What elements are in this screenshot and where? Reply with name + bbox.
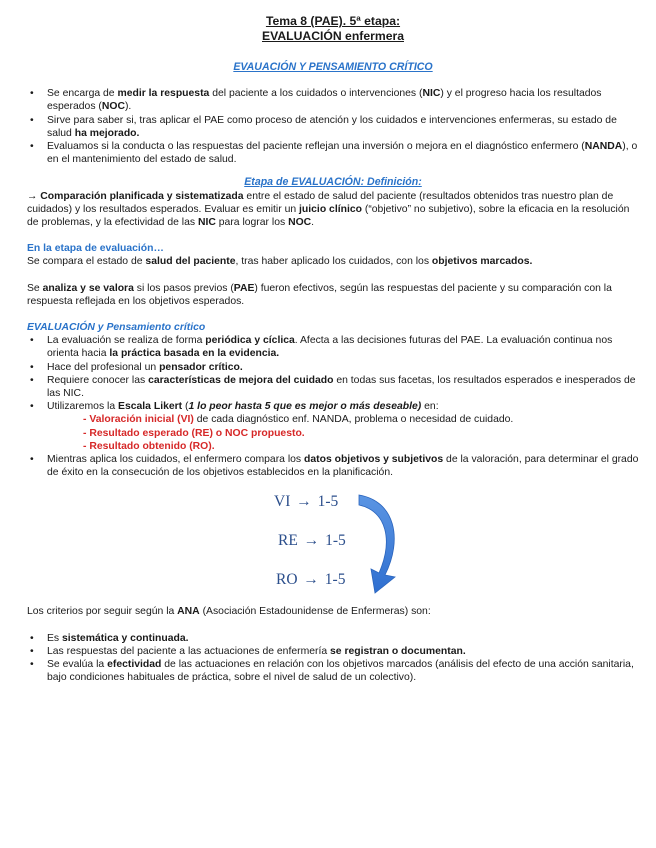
ana-criteria-list — [27, 632, 639, 685]
diagram-row-re: RE → 1-5 — [278, 532, 346, 550]
list-item: • La evaluación se realiza de forma periódica y cíclica. Afecta a las decisiones futuras del PAE. La evaluación continua nos orienta hacia la práctica basada en la evidencia. — [27, 334, 639, 360]
list-item: • Se encarga de medir la respuesta del paciente a los cuidados o intervenciones (NIC) y el progreso hacia los resultados esperados (NOC). — [27, 87, 639, 113]
section-heading-evaluacion-pensamiento: EVAUACIÓN Y PENSAMIENTO CRÍTICO — [233, 61, 433, 73]
ana-criteria-intro: Los criterios por seguir según la ANA (Asociación Estadounidense de Enfermeras) son: — [27, 606, 431, 618]
section1-bullet-list — [27, 87, 639, 166]
likert-item-re: - Resultado esperado (RE) o NOC propuesto. — [83, 427, 305, 439]
likert-item-ro: - Resultado obtenido (RO). — [83, 440, 215, 452]
list-item: • Requiere conocer las características de mejora del cuidado en todas sus facetas, los resultados esperados e inesperados de las NIC. — [27, 374, 639, 400]
section-heading-pensamiento-critico: EVALUACIÓN y Pensamiento crítico — [27, 322, 206, 334]
list-item: • Mientras aplica los cuidados, el enfermero compara los datos objetivos y subjetivos de la valoración, para determinar el grado de éxito en la consecución de los objetivos establecidos en la planificación. — [27, 453, 639, 479]
list-item: • Sirve para saber si, tras aplicar el PAE como proceso de atención y los cuidados e intervenciones enfermeras, su estado de salud ha mejorado. — [27, 114, 639, 140]
diagram-row-vi: VI → 1-5 — [274, 493, 339, 511]
section4-bullet-list — [27, 334, 639, 479]
section-heading-etapa-evaluacion: En la etapa de evaluación… — [27, 243, 164, 255]
document-subtitle: EVALUACIÓN enfermera — [262, 29, 404, 43]
analysis-paragraph: Se analiza y se valora si los pasos previos (PAE) fueron efectivos, según las respuestas del paciente y su comparación con la respuesta reflejada en los objetivos esperados. — [27, 282, 612, 307]
list-item: • Utilizaremos la Escala Likert (1 lo peor hasta 5 que es mejor o más deseable) en: - Valoración inicial (VI) de cada diagnóstico enf. NANDA, problema o necesidad de cuidado. - Resultado esperado (RE) o NOC propuesto. - Resultado obtenido (RO). — [27, 400, 639, 453]
definition-paragraph: → Comparación planificada y sistematizada entre el estado de salud del paciente (resultados obtenidos tras nuestro plan de cuidados) y los resultados esperados. Evaluar es emitir un juicio clínico (“objetivo” no subjetivo), sobre la eficacia en la resolución de problemas, y la efectividad de las NIC para lograr los NOC. — [27, 190, 630, 229]
diagram-row-ro: RO → 1-5 — [276, 571, 346, 589]
list-item: • Se evalúa la efectividad de las actuaciones en relación con los objetivos marcados (análisis del efecto de una acción sanitaria, bajo condiciones habituales de práctica, sobre el nivel de salud de un colectivo). — [27, 658, 639, 684]
likert-cycle-diagram — [27, 489, 639, 597]
list-item: • Las respuestas del paciente a las actuaciones de enfermería se registran o documentan. — [27, 645, 639, 658]
likert-item-vi: - Valoración inicial (VI) de cada diagnóstico enf. NANDA, problema o necesidad de cuidado. — [83, 414, 514, 426]
section-heading-definicion: Etapa de EVALUACIÓN: Definición: — [244, 176, 422, 189]
list-item: • Hace del profesional un pensador crítico. — [27, 361, 639, 374]
document-page — [27, 14, 639, 685]
list-item: • Evaluamos si la conducta o las respuestas del paciente reflejan una inversión o mejora en el diagnóstico enfermero (NANDA), o en el mantenimiento del estado de salud. — [27, 140, 639, 166]
comparison-line: Se compara el estado de salud del paciente, tras haber aplicado los cuidados, con los objetivos marcados. — [27, 256, 533, 268]
cycle-arrow-icon — [357, 489, 417, 597]
list-item: • Es sistemática y continuada. — [27, 632, 639, 645]
document-title: Tema 8 (PAE). 5ª etapa: — [265, 14, 401, 28]
